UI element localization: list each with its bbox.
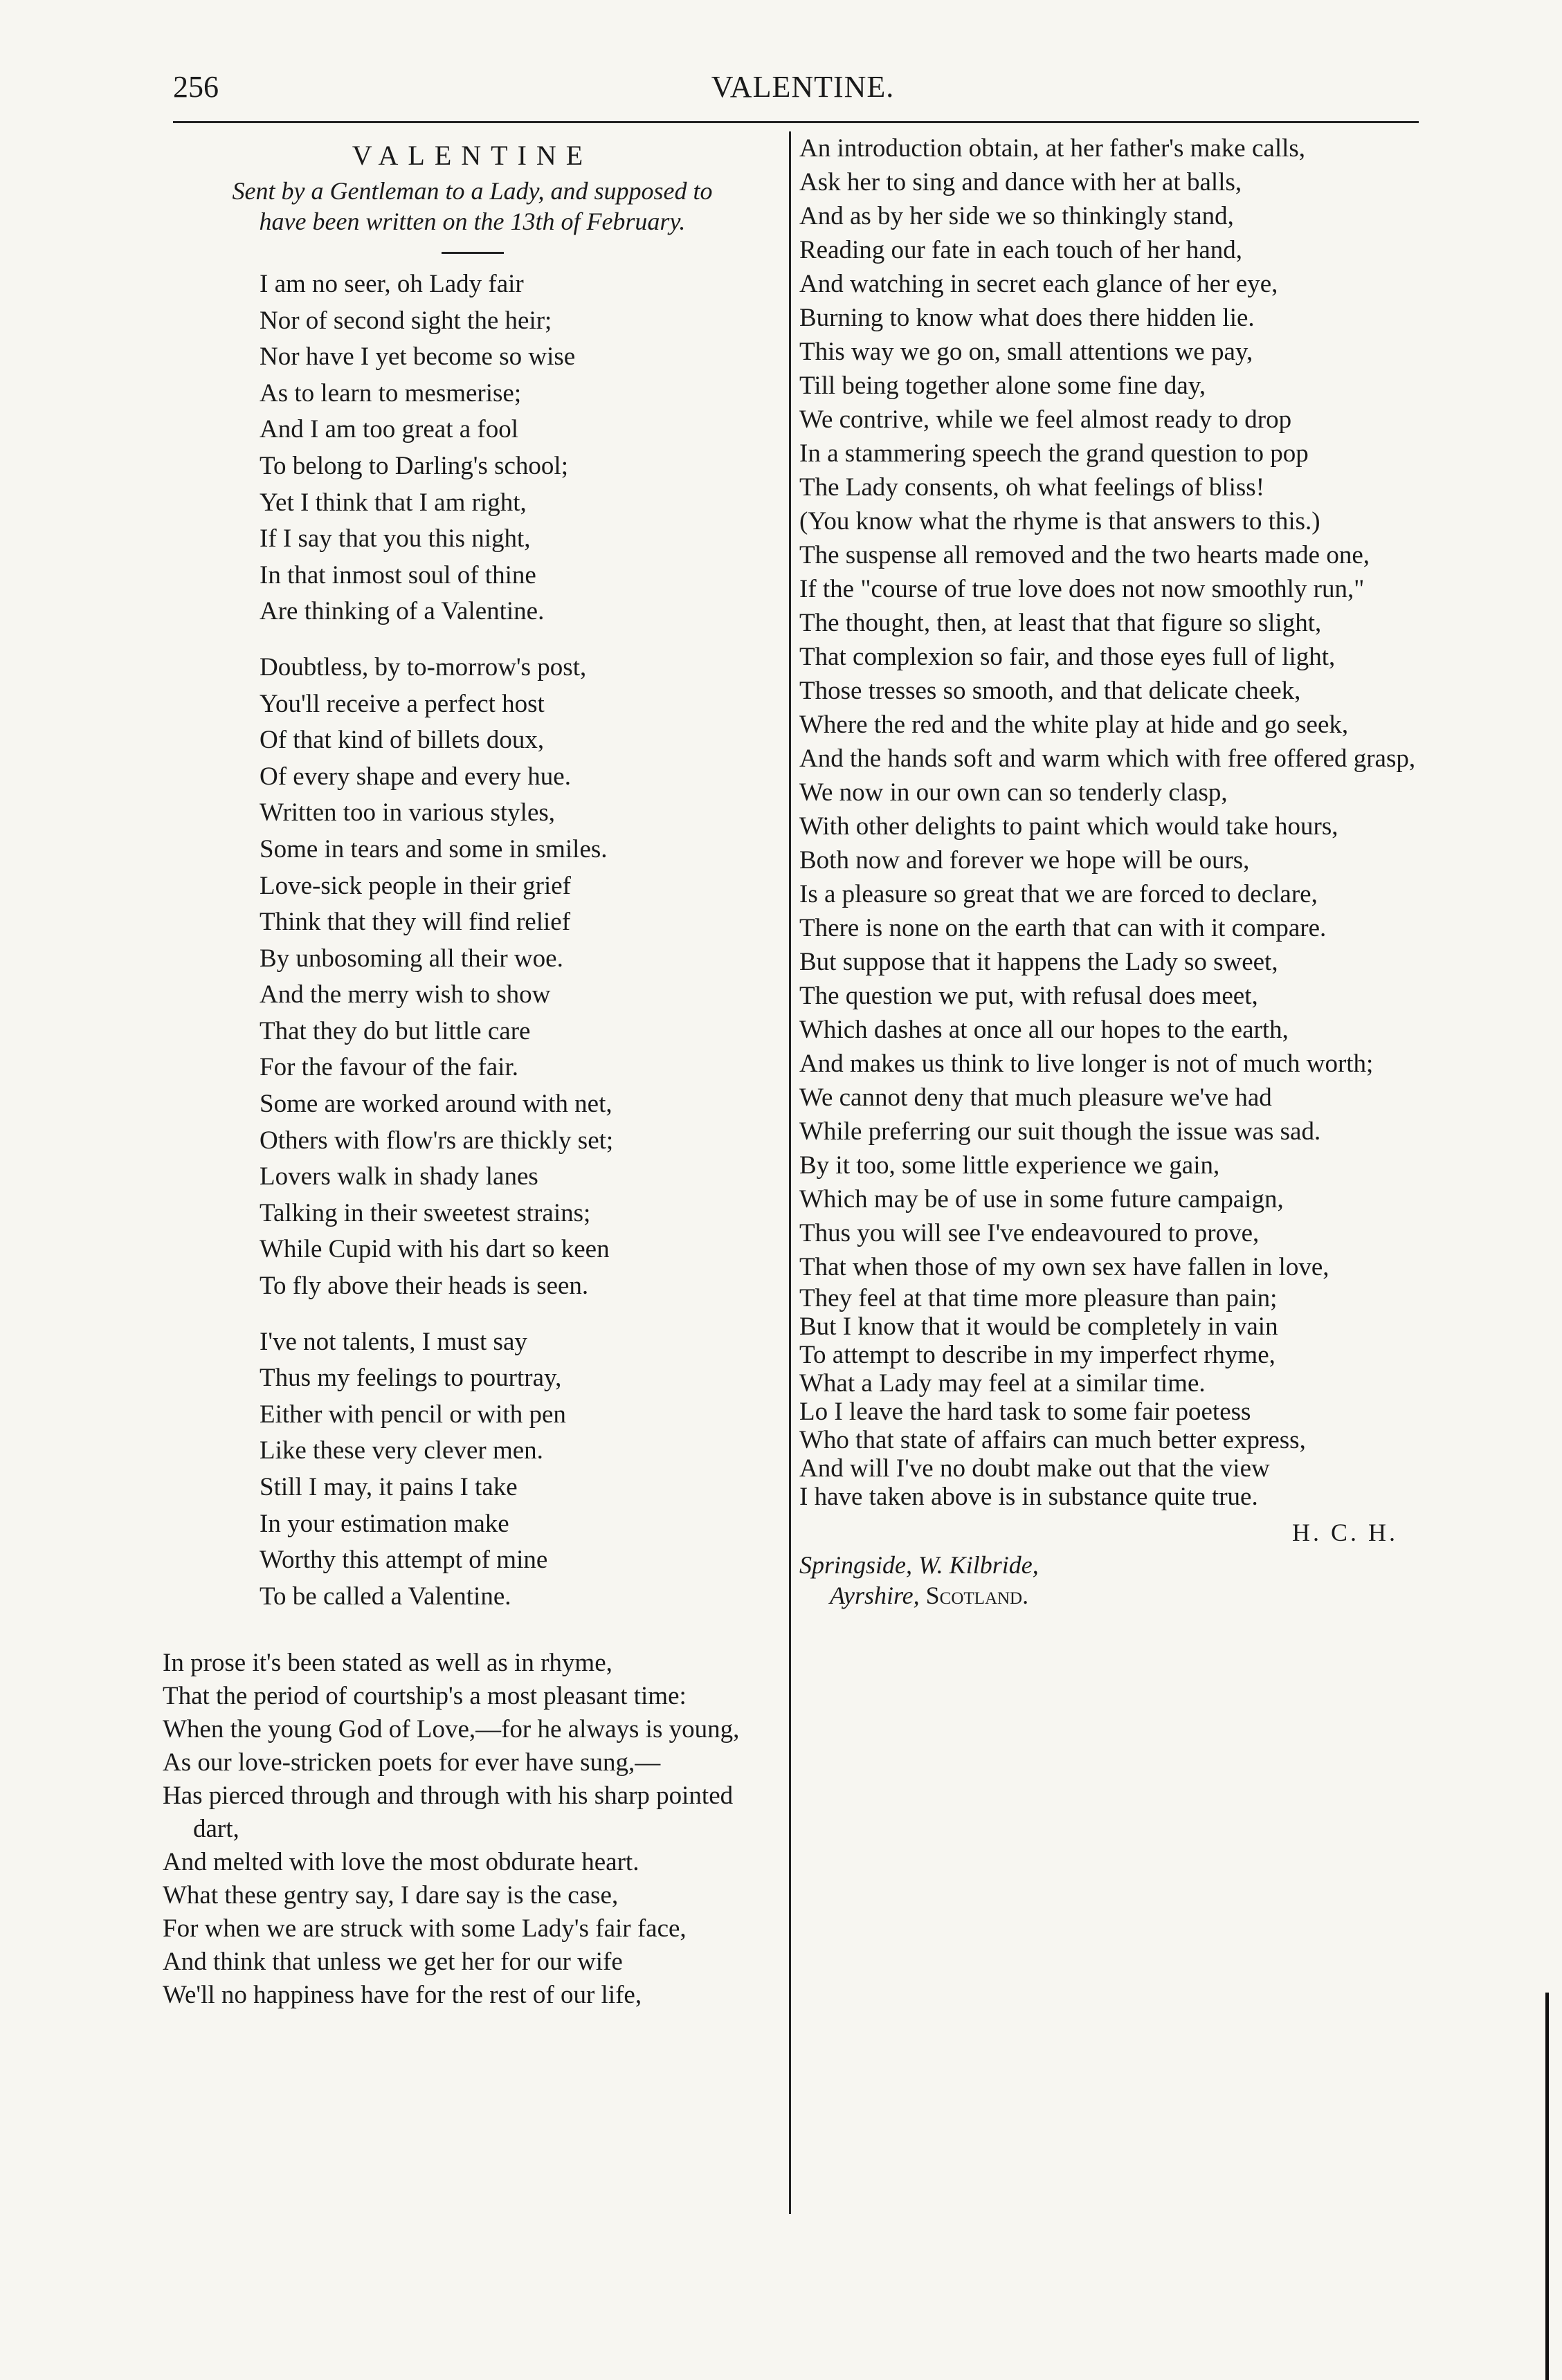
verse-line: We'll no happiness have for the rest of our life, — [163, 1981, 642, 2010]
verse-line: Doubtless, by to-morrow's post, — [260, 652, 587, 681]
verse-line: And will I've no doubt make out that the view — [799, 1454, 1270, 1483]
address-line: Springside, W. Kilbride, — [799, 1551, 1039, 1579]
verse-line: The Lady consents, oh what feelings of bliss! — [799, 473, 1265, 502]
verse-line: Thus my feelings to pourtray, — [260, 1364, 562, 1393]
verse-line: Who that state of affairs can much better express, — [799, 1426, 1306, 1454]
verse-line: That the period of courtship's a most pleasant time: — [163, 1682, 687, 1711]
verse-line: Nor of second sight the heir; — [260, 306, 552, 335]
left-couplets — [163, 1647, 782, 2012]
verse-line: By unbosoming all their woe. — [260, 944, 563, 973]
verse-line: And watching in secret each glance of her eye, — [799, 270, 1278, 298]
verse-line: Love-sick people in their grief — [260, 871, 571, 900]
verse-line: Those tresses so smooth, and that delicate cheek, — [799, 677, 1301, 705]
verse-line: We cannot deny that much pleasure we've had — [799, 1083, 1272, 1112]
verse-line: But I know that it would be completely in vain — [799, 1312, 1278, 1341]
column-divider — [789, 131, 791, 2214]
right-closing-lines — [799, 1284, 1426, 1511]
verse-line: Lovers walk in shady lanes — [260, 1162, 538, 1191]
verse-line: Either with pencil or with pen — [260, 1400, 566, 1429]
verse-line: I've not talents, I must say — [260, 1327, 527, 1356]
verse-line: And as by her side we so thinkingly stand, — [799, 202, 1234, 230]
verse-line: And melted with love the most obdurate heart. — [163, 1848, 639, 1877]
verse-line: I have taken above is in substance quite true. — [799, 1483, 1258, 1511]
verse-line: There is none on the earth that can with it compare. — [799, 914, 1327, 942]
verse-line: Talking in their sweetest strains; — [260, 1198, 591, 1227]
address-place: Ayrshire, — [830, 1582, 920, 1609]
verse-line: Lo I leave the hard task to some fair poetess — [799, 1398, 1251, 1426]
verse-line: In a stammering speech the grand question to pop — [799, 439, 1309, 468]
verse-line: Where the red and the white play at hide and go seek, — [799, 711, 1349, 739]
verse-line: They feel at that time more pleasure than pain; — [799, 1284, 1278, 1312]
verse-line: You'll receive a perfect host — [260, 689, 545, 718]
verse-line: And the hands soft and warm which with free offered grasp, — [799, 744, 1416, 773]
verse-line: And I am too great a fool — [260, 415, 518, 444]
verse-line: Ask her to sing and dance with her at balls, — [799, 168, 1242, 196]
page-header — [173, 69, 1433, 125]
verse-line: For when we are struck with some Lady's fair face, — [163, 1914, 687, 1943]
verse-line: Is a pleasure so great that we are forced to declare, — [799, 880, 1318, 908]
verse-line: In that inmost soul of thine — [260, 560, 536, 589]
right-column — [799, 131, 1426, 1611]
verse-line: Still I may, it pains I take — [260, 1473, 518, 1501]
verse-line: Some in tears and some in smiles. — [260, 834, 608, 863]
verse-line: If I say that you this night, — [260, 524, 531, 553]
verse-line: Which may be of use in some future campaign, — [799, 1185, 1284, 1214]
header-rule — [173, 121, 1419, 123]
verse-line: Like these very clever men. — [260, 1436, 543, 1465]
verse-line: That when those of my own sex have fallen in love, — [799, 1253, 1329, 1281]
verse-line: This way we go on, small attentions we pay, — [799, 338, 1253, 366]
verse-line: If the "course of true love does not now smoothly run," — [799, 575, 1365, 603]
verse-line: Till being together alone some fine day, — [799, 372, 1206, 400]
verse-line: Both now and forever we hope will be ours, — [799, 846, 1250, 875]
verse-line: For the favour of the fair. — [260, 1053, 518, 1082]
verse-line: To attempt to describe in my imperfect rhyme, — [799, 1341, 1275, 1369]
verse-line: As our love-stricken poets for ever have sung,— — [163, 1748, 661, 1777]
title-rule — [442, 252, 504, 254]
address-country: Scotland. — [925, 1582, 1029, 1609]
verse-line: With other delights to paint which would take hours, — [799, 812, 1338, 841]
verse-line: Has pierced through and through with his sharp pointed dart, — [163, 1782, 734, 1844]
verse-line: That complexion so fair, and those eyes full of light, — [799, 643, 1336, 671]
stanza-1 — [260, 266, 782, 630]
author-address — [799, 1550, 1426, 1611]
verse-line: We contrive, while we feel almost ready to drop — [799, 405, 1292, 434]
verse-line: The question we put, with refusal does meet, — [799, 982, 1258, 1010]
verse-line: Reading our fate in each touch of her hand, — [799, 236, 1243, 264]
verse-line: Are thinking of a Valentine. — [260, 597, 545, 626]
verse-line: The suspense all removed and the two hearts made one, — [799, 541, 1370, 569]
verse-line: To fly above their heads is seen. — [260, 1272, 589, 1301]
verse-line: Some are worked around with net, — [260, 1090, 612, 1119]
left-column — [163, 131, 782, 2012]
verse-line: What a Lady may feel at a similar time. — [799, 1369, 1206, 1398]
verse-line: To be called a Valentine. — [260, 1582, 511, 1611]
verse-line: And the merry wish to show — [260, 980, 551, 1009]
author-signature: H. C. H. — [1291, 1519, 1398, 1546]
running-title: VALENTINE. — [711, 70, 895, 104]
verse-line: Worthy this attempt of mine — [260, 1546, 548, 1575]
poem-title: VALENTINE — [352, 140, 593, 171]
verse-line: An introduction obtain, at her father's make calls, — [799, 134, 1306, 163]
stanza-3 — [260, 1324, 782, 1615]
verse-line: We now in our own can so tenderly clasp, — [799, 778, 1228, 807]
verse-line: The thought, then, at least that that figure so slight, — [799, 609, 1322, 637]
verse-line: As to learn to mesmerise; — [260, 378, 522, 408]
verse-line: I am no seer, oh Lady fair — [260, 270, 524, 298]
verse-line: Written too in various styles, — [260, 798, 556, 827]
subtitle-line: have been written on the 13th of February. — [259, 208, 686, 235]
verse-line: Which dashes at once all our hopes to the earth, — [799, 1016, 1289, 1044]
verse-line: And think that unless we get her for our wife — [163, 1948, 623, 1977]
verse-line: Nor have I yet become so wise — [260, 342, 576, 372]
verse-line: While Cupid with his dart so keen — [260, 1235, 610, 1264]
verse-line: But suppose that it happens the Lady so sweet, — [799, 948, 1278, 976]
verse-line: Think that they will find relief — [260, 908, 571, 937]
verse-line: Of every shape and every hue. — [260, 762, 571, 791]
verse-line: That they do but little care — [260, 1016, 531, 1045]
page-number: 256 — [173, 70, 219, 104]
stanza-2 — [260, 650, 782, 1305]
verse-line: To belong to Darling's school; — [260, 451, 568, 480]
verse-line: In your estimation make — [260, 1509, 509, 1538]
poem-subtitle — [163, 176, 782, 237]
verse-line: Burning to know what does there hidden lie. — [799, 304, 1255, 332]
verse-line: Yet I think that I am right, — [260, 488, 527, 517]
verse-line: Others with flow'rs are thickly set; — [260, 1126, 614, 1155]
verse-line: By it too, some little experience we gain, — [799, 1151, 1220, 1180]
address-line — [799, 1580, 1426, 1611]
verse-line: When the young God of Love,—for he always is young, — [163, 1715, 740, 1744]
verse-line: Thus you will see I've endeavoured to prove, — [799, 1219, 1260, 1247]
verse-line: Of that kind of billets doux, — [260, 726, 545, 755]
verse-line: While preferring our suit though the issue was sad. — [799, 1117, 1321, 1146]
verse-line: (You know what the rhyme is that answers to this.) — [799, 507, 1320, 536]
verse-line: What these gentry say, I dare say is the case, — [163, 1881, 619, 1910]
verse-line: In prose it's been stated as well as in rhyme, — [163, 1649, 612, 1678]
subtitle-line: Sent by a Gentleman to a Lady, and supposed to — [232, 177, 713, 205]
right-couplets — [799, 131, 1426, 1284]
verse-line: And makes us think to live longer is not of much worth; — [799, 1050, 1374, 1078]
page-edge-mark — [1545, 1993, 1549, 2380]
